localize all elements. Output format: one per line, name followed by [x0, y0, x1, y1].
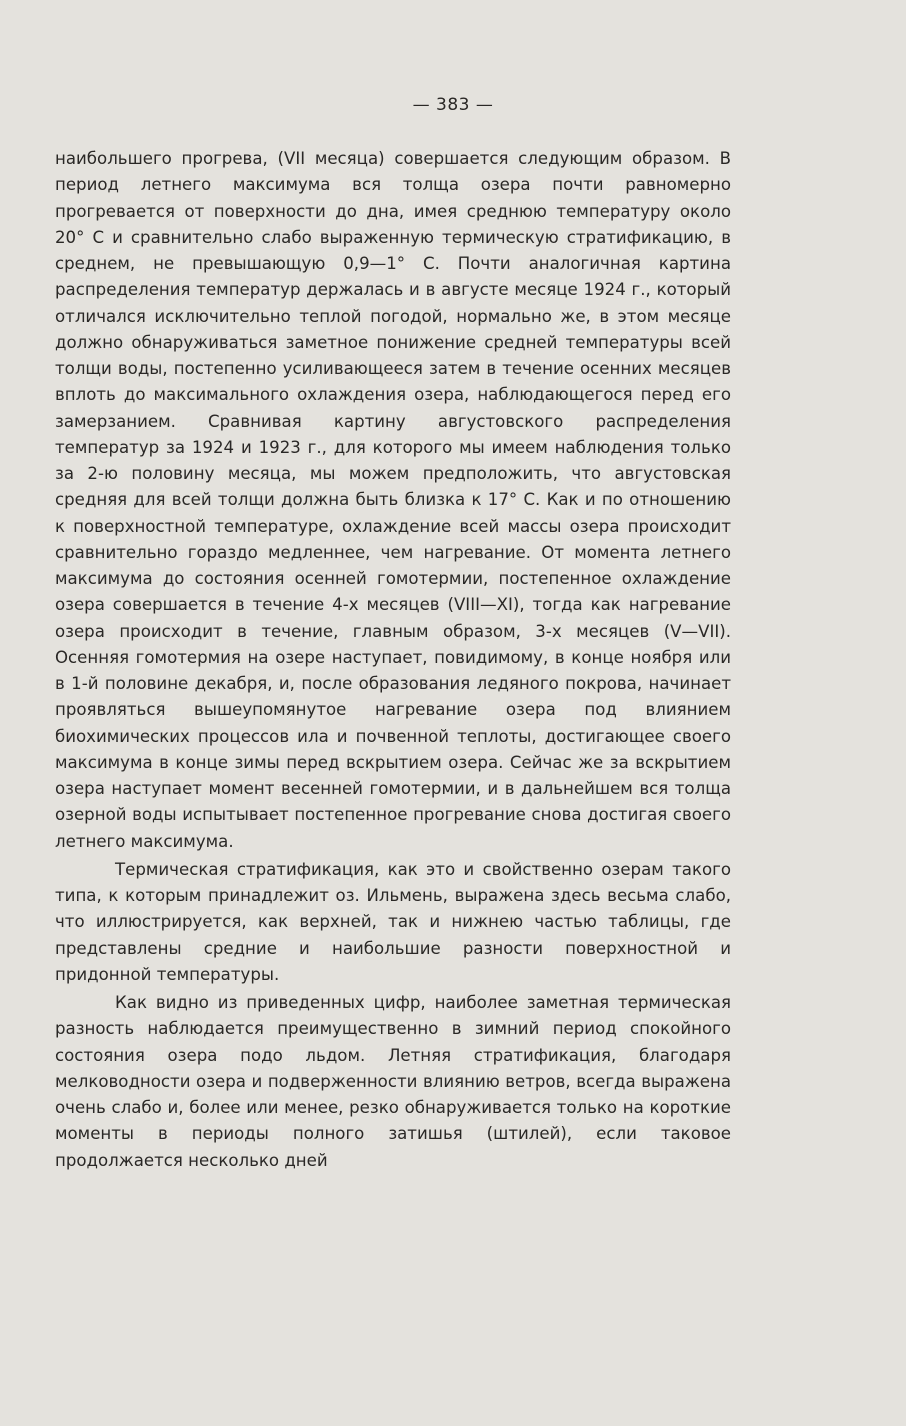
paragraph-2: Термическая стратификация, как это и свойственно озерам такого типа, к которым принадлежит оз. Ильмень, выражена здесь весьма слабо, что иллюстрируется, как верхней, так и нижнею частью таблицы, где представлены средние и наибольшие разности поверхностной и придонной температуры.	[55, 859, 731, 984]
body-text	[55, 146, 731, 1174]
paragraph-1: наибольшего прогрева, (VII месяца) совершается следующим образом. В период летнего максимума вся толща озера почти равномерно прогревается от поверхности до дна, имея среднюю температуру около 20° С и сравнительно слабо выраженную термическую стратификацию, в среднем, не превышающую 0,9—1° С. Почти аналогичная картина распределения температур держалась и в августе месяце 1924 г., который отличался исключительно теплой погодой, нормально же, в этом месяце должно обнаруживаться заметное понижение средней температуры всей толщи воды, постепенно усиливающееся затем в течение осенних месяцев вплоть до максимального охлаждения озера, наблюдающегося перед его замерзанием. Сравнивая картину августовского распределения температур за 1924 и 1923 г., для которого мы имеем наблюдения только за 2-ю половину месяца, мы можем предположить, что августовская средняя для всей толщи должна быть близка к 17° С. Как и по отношению к поверхностной температуре, охлаждение всей массы озера происходит сравнительно гораздо медленнее, чем нагревание. От момента летнего максимума до состояния осенней гомотермии, постепенное охлаждение озера совершается в течение 4-х месяцев (VIII—XI), тогда как нагревание озера происходит в течение, главным образом, 3-х месяцев (V—VII). Осенняя гомотермия на озере наступает, повидимому, в конце ноября или в 1-й половине декабря, и, после образования ледяного покрова, начинает проявляться вышеупомянутое нагревание озера под влиянием биохимических процессов ила и почвенной теплоты, достигающее своего максимума в конце зимы перед вскрытием озера. Сейчас же за вскрытием озера наступает момент весенней гомотермии, и в дальнейшем вся толща озерной воды испытывает постепенное прогревание снова достигая своего летнего максимума.	[55, 149, 731, 851]
paragraph-3: Как видно из приведенных цифр, наиболее заметная термическая разность наблюдается преимущественно в зимний период спокойного состояния озера подо льдом. Летняя стратификация, благодаря мелководности озера и подверженности влиянию ветров, всегда выражена очень слабо и, более или менее, резко обнаруживается только на короткие моменты в периоды полного затишья (штилей), если таковое продолжается несколько дней	[55, 993, 731, 1170]
page-number: — 383 —	[412, 95, 494, 115]
